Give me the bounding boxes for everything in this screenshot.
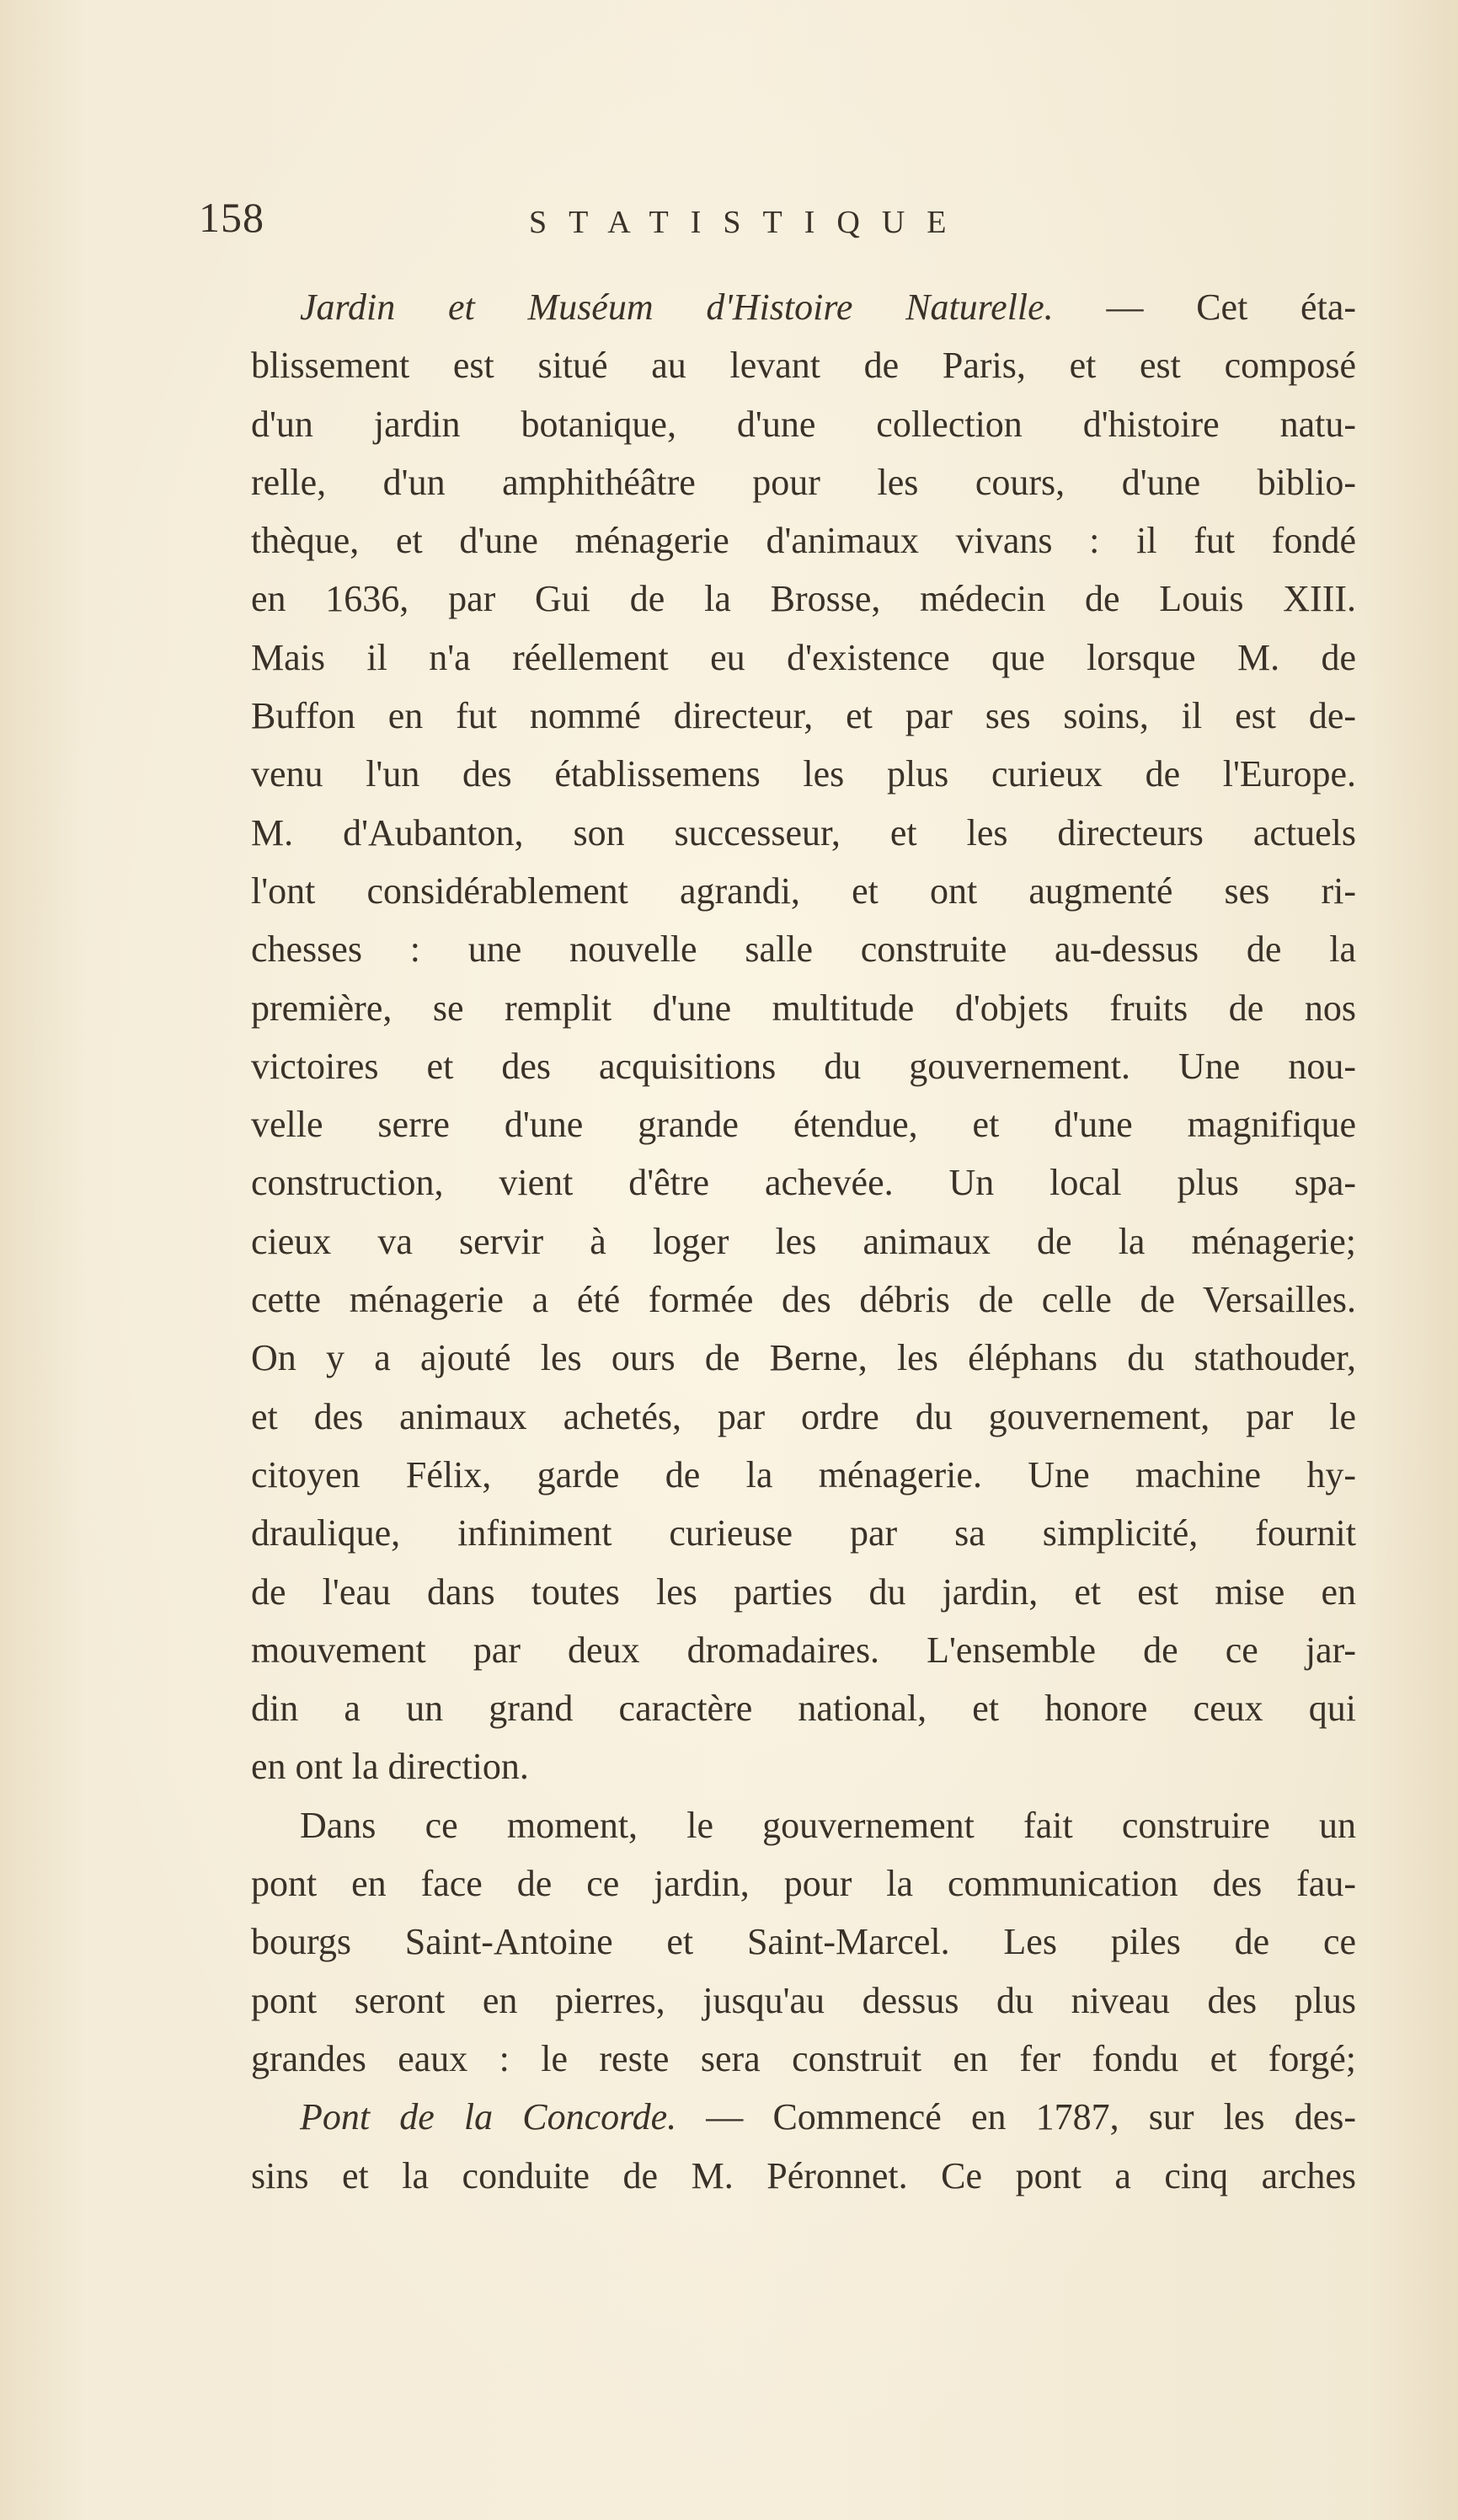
- text-line: cieux va servir à loger les animaux de la ménagerie;: [251, 1220, 1356, 1262]
- text-line: d'un jardin botanique, d'une collection d'histoire natu-: [251, 403, 1356, 445]
- text-line: On y a ajouté les ours de Berne, les éléphans du stathouder,: [251, 1337, 1356, 1379]
- text-line: velle serre d'une grande étendue, et d'une magnifique: [251, 1104, 1356, 1146]
- text-line: relle, d'un amphithéâtre pour les cours, d'une biblio-: [251, 461, 1356, 503]
- text-line: grandes eaux : le reste sera construit en fer fondu et forgé;: [251, 2037, 1356, 2079]
- text-line-rest: — Cet éta-: [1053, 286, 1356, 328]
- text-line: blissement est situé au levant de Paris, et est composé: [251, 345, 1356, 387]
- text-line: en 1636, par Gui de la Brosse, médecin de Louis XIII.: [251, 578, 1356, 620]
- text-line: din a un grand caractère national, et honore ceux qui: [251, 1688, 1356, 1730]
- text-line: de l'eau dans toutes les parties du jardin, et est mise en: [251, 1570, 1356, 1613]
- text-line: citoyen Félix, garde de la ménagerie. Une machine hy-: [251, 1453, 1356, 1495]
- text-line: venu l'un des établissemens les plus curieux de l'Europe.: [251, 753, 1356, 795]
- text-line: M. d'Aubanton, son successeur, et les directeurs actuels: [251, 811, 1356, 853]
- text-line: l'ont considérablement agrandi, et ont augmenté ses ri-: [251, 869, 1356, 912]
- text-line: thèque, et d'une ménagerie d'animaux vivans : il fut fondé: [251, 520, 1356, 562]
- text-line: première, se remplit d'une multitude d'objets fruits de nos: [251, 987, 1356, 1029]
- text-line: sins et la conduite de M. Péronnet. Ce pont a cinq arches: [251, 2154, 1356, 2196]
- section-heading-jardin: Jardin et Muséum d'Histoire Naturelle.: [300, 286, 1054, 328]
- text-line: mouvement par deux dromadaires. L'ensemble de ce jar-: [251, 1629, 1356, 1671]
- text-line: en ont la direction.: [251, 1746, 529, 1788]
- text-line: Mais il n'a réellement eu d'existence que lorsque M. de: [251, 636, 1356, 678]
- text-line: et des animaux achetés, par ordre du gouvernement, par le: [251, 1395, 1356, 1437]
- text-line: Buffon en fut nommé directeur, et par ses soins, il est de-: [251, 695, 1356, 737]
- text-line: pont seront en pierres, jusqu'au dessus du niveau des plus: [251, 1979, 1356, 2021]
- text-line: [251, 2088, 1356, 2146]
- text-line: construction, vient d'être achevée. Un local plus spa-: [251, 1162, 1356, 1204]
- section-heading-pont: Pont de la Concorde.: [300, 2096, 677, 2138]
- text-line: pont en face de ce jardin, pour la communication des fau-: [251, 1863, 1356, 1905]
- running-head: STATISTIQUE: [529, 205, 969, 240]
- text-line: bourgs Saint-Antoine et Saint-Marcel. Les piles de ce: [251, 1921, 1356, 1963]
- text-line: cette ménagerie a été formée des débris de celle de Versailles.: [251, 1279, 1356, 1321]
- text-line: chesses : une nouvelle salle construite au-dessus de la: [251, 928, 1356, 971]
- body-text: [251, 278, 1356, 2205]
- text-line: [251, 278, 1356, 336]
- page-header: [199, 192, 1361, 259]
- text-line-rest: — Commencé en 1787, sur les des-: [676, 2096, 1356, 2138]
- text-line: draulique, infiniment curieuse par sa simplicité, fournit: [251, 1512, 1356, 1554]
- text-line: victoires et des acquisitions du gouvernement. Une nou-: [251, 1045, 1356, 1087]
- page-number: 158: [199, 194, 264, 241]
- text-line: Dans ce moment, le gouvernement fait construire un: [300, 1804, 1356, 1846]
